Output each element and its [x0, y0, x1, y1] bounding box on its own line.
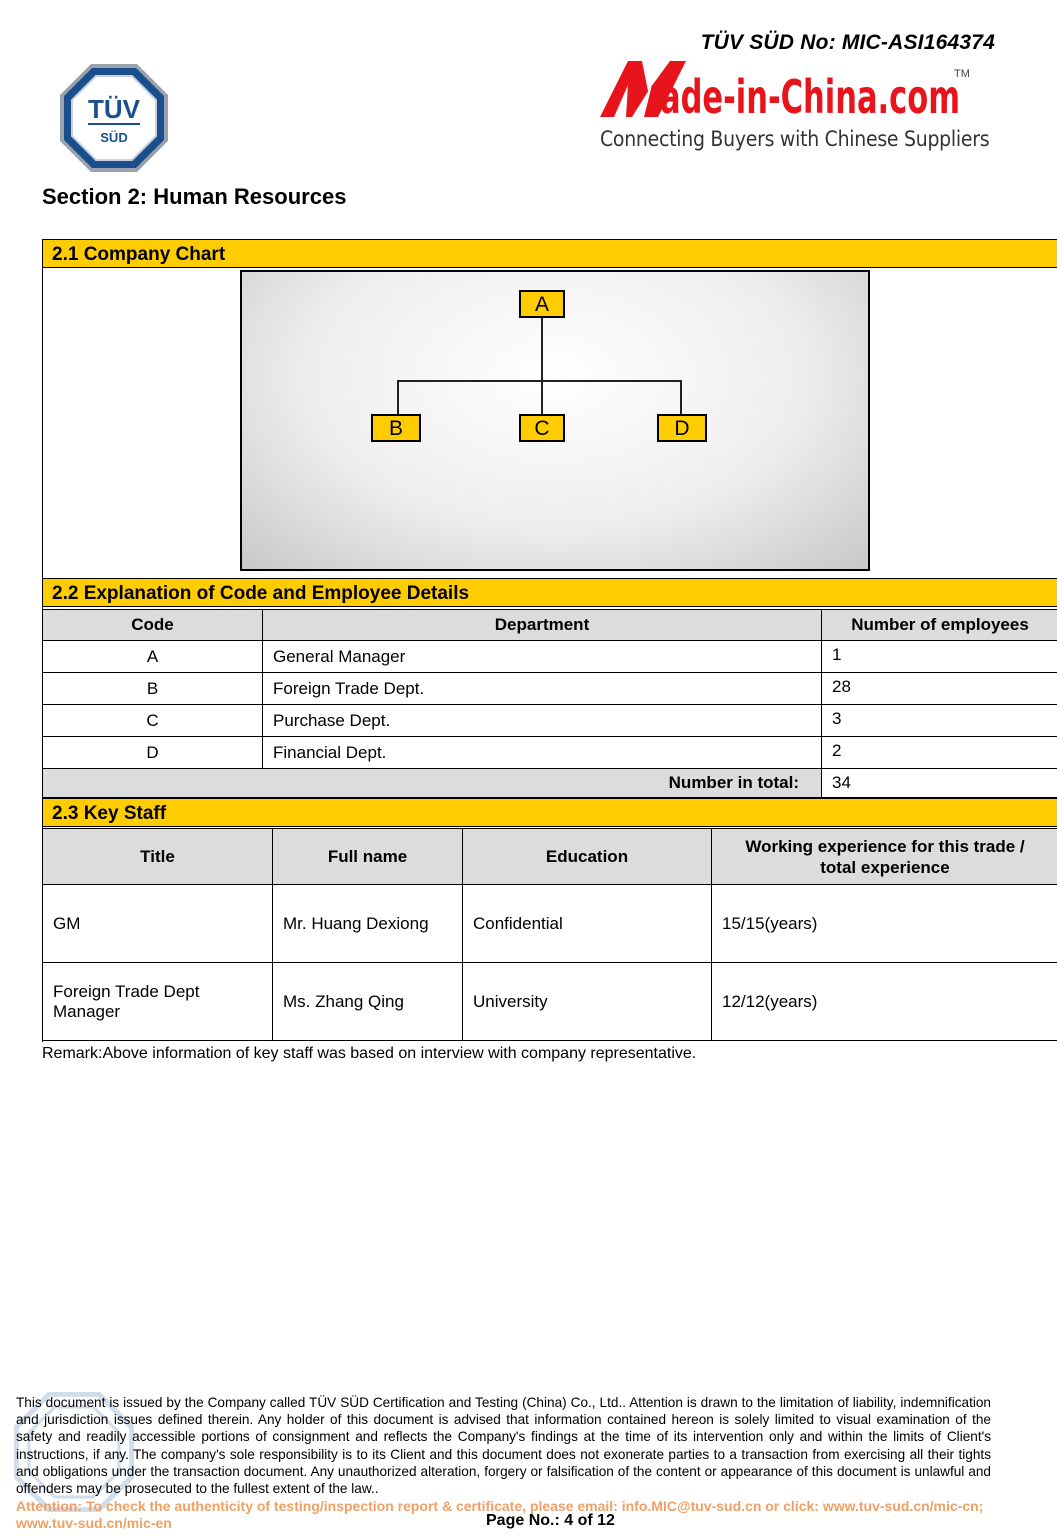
made-in-china-logo — [598, 55, 978, 125]
title-cell: Foreign Trade Dept Manager — [43, 963, 273, 1041]
title-cell: GM — [43, 885, 273, 963]
total-label: Number in total: — [43, 769, 822, 798]
department-cell: Purchase Dept. — [263, 705, 822, 737]
table-row — [43, 673, 1057, 705]
table-row — [43, 705, 1057, 737]
code-cell: C — [43, 705, 263, 737]
total-value: 34 — [822, 769, 1057, 798]
footer-disclaimer: This document is issued by the Company called TÜV SÜD Certification and Testing (China) Co., Ltd.. Attention is drawn to the limitation of liability, indemnification and jurisdiction issues defined therein. Any holder of this document is advised that information contained hereon is solely limited to visual examination of the safety and readily accessible portions of consignment and reflects the Company's findings at the time of its intervention only and within the limits of Client's instructions, if any. The company's sole responsibility is to its Client and this document does not exonerate parties to a transaction from exercising all their tights and obligations under the transaction document. Any unauthorized alteration, forgery or falsification of the content or appearance of this document is unlawful and offenders may be prosecuted to the fullest extent of the law.. — [16, 1395, 991, 1497]
employee-details-table — [42, 609, 1057, 798]
experience-cell: 15/15(years) — [712, 885, 1057, 963]
education-cell: Confidential — [463, 885, 712, 963]
column-header: Full name — [273, 829, 463, 885]
name-cell: Ms. Zhang Qing — [273, 963, 463, 1041]
employees-cell: 2 — [822, 737, 1057, 769]
code-cell: B — [43, 673, 263, 705]
column-header: Code — [43, 610, 263, 641]
org-node-child: C — [519, 414, 565, 442]
department-cell: Foreign Trade Dept. — [263, 673, 822, 705]
experience-cell: 12/12(years) — [712, 963, 1057, 1041]
company-org-chart — [240, 270, 870, 571]
key-staff-table — [42, 828, 1057, 1041]
key-staff-heading: 2.3 Key Staff — [43, 798, 1057, 827]
svg-text:TÜV: TÜV — [88, 94, 140, 124]
education-cell: University — [463, 963, 712, 1041]
employees-cell: 1 — [822, 641, 1057, 673]
org-connector — [680, 380, 682, 414]
column-header: Title — [43, 829, 273, 885]
org-connector — [541, 318, 543, 382]
table-row — [43, 885, 1057, 963]
employee-details-heading: 2.2 Explanation of Code and Employee Details — [43, 578, 1057, 607]
employees-cell: 3 — [822, 705, 1057, 737]
total-row — [43, 769, 1057, 798]
org-node-root: A — [519, 290, 565, 318]
org-node-child: D — [657, 414, 707, 442]
report-number: TÜV SÜD No: MIC-ASI164374 — [700, 31, 995, 54]
mic-tagline: Connecting Buyers with Chinese Suppliers — [600, 127, 990, 151]
code-cell: D — [43, 737, 263, 769]
org-connector — [397, 380, 682, 382]
department-cell: Financial Dept. — [263, 737, 822, 769]
svg-text:ade-in-China.com: ade-in-China.com — [660, 70, 960, 124]
svg-text:SÜD: SÜD — [100, 130, 128, 145]
footer-attention: Attention: To check the authenticity of testing/inspection report & certificate, please email: info.MIC@tuv-sud.cn or click: www.tuv-sud.cn/mic-cn; www.tuv-sud.cn/mic-en — [16, 1498, 984, 1531]
column-header: Number of employees — [822, 610, 1057, 641]
section-title: Section 2: Human Resources — [42, 184, 347, 209]
tuv-sud-logo — [58, 62, 170, 174]
table-row — [43, 963, 1057, 1041]
svg-text:TM: TM — [954, 68, 970, 80]
code-cell: A — [43, 641, 263, 673]
name-cell: Mr. Huang Dexiong — [273, 885, 463, 963]
employees-cell: 28 — [822, 673, 1057, 705]
table-header-row — [43, 829, 1057, 885]
department-cell: General Manager — [263, 641, 822, 673]
org-connector — [397, 380, 399, 414]
column-header: Working experience for this trade / total experience — [712, 829, 1057, 885]
table-row — [43, 641, 1057, 673]
remark-text: Remark:Above information of key staff was based on interview with company representative. — [42, 1045, 697, 1062]
column-header: Department — [263, 610, 822, 641]
page-number: Page No.: 4 of 12 — [486, 1512, 615, 1529]
table-row — [43, 737, 1057, 769]
company-chart-heading: 2.1 Company Chart — [43, 239, 1057, 268]
org-connector — [541, 380, 543, 414]
table-header-row — [43, 610, 1057, 641]
column-header: Education — [463, 829, 712, 885]
org-node-child: B — [371, 414, 421, 442]
